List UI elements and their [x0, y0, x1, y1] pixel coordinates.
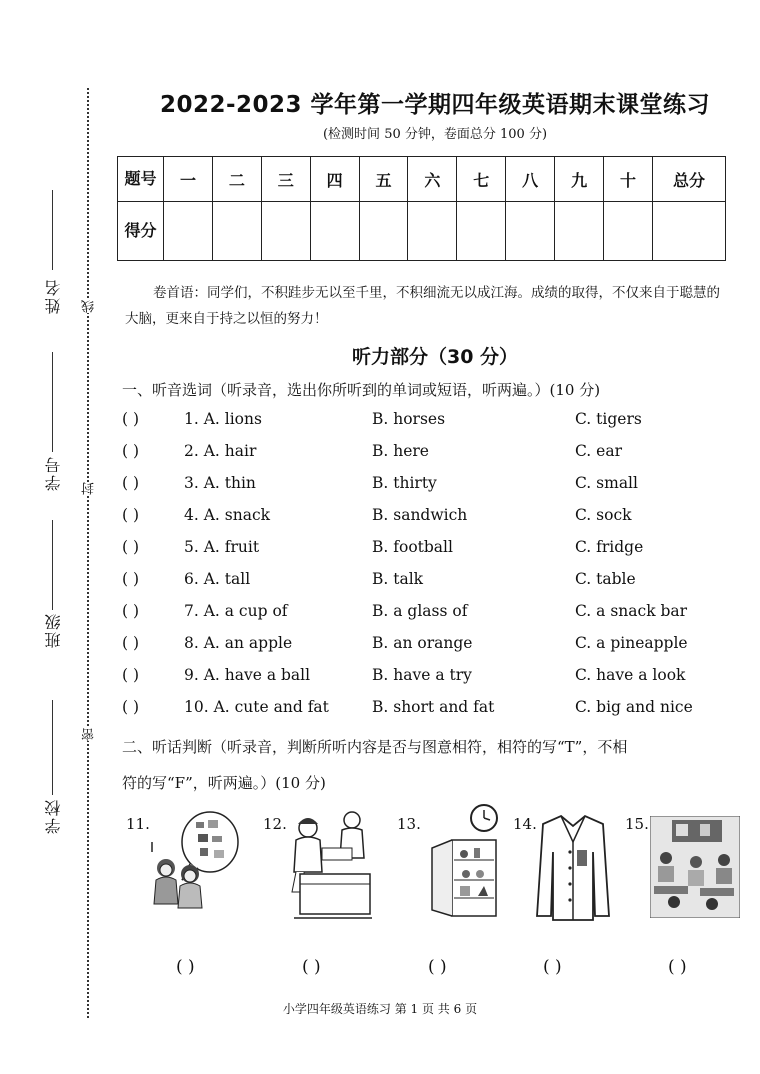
col-header: 九: [555, 157, 604, 202]
kids-talking-picture: [146, 808, 242, 916]
option-b: B. horses: [372, 410, 446, 428]
answer-blank[interactable]: ( ): [122, 602, 140, 620]
option-b: B. football: [372, 538, 453, 556]
answer-blank-picture[interactable]: ( ): [543, 957, 562, 977]
score-cell[interactable]: [604, 202, 653, 261]
option-c: C. table: [575, 570, 636, 588]
class-label: 班级: [44, 612, 63, 648]
question-row: [122, 538, 742, 562]
option-c: C. a snack bar: [575, 602, 688, 620]
shirt-picture: [533, 812, 613, 924]
name-label: 姓名: [44, 278, 63, 314]
score-cell[interactable]: [506, 202, 555, 261]
score-cell[interactable]: [261, 202, 310, 261]
picture-number: 12.: [263, 815, 287, 833]
question-row: [122, 698, 742, 722]
score-cell[interactable]: [359, 202, 408, 261]
option-b: B. an orange: [372, 634, 473, 652]
option-c: C. have a look: [575, 666, 686, 684]
option-b: B. thirty: [372, 474, 437, 492]
option-c: C. tigers: [575, 410, 642, 428]
option-a: 8. A. an apple: [184, 634, 293, 652]
option-a: 1. A. lions: [184, 410, 262, 428]
shop-counter-picture: [286, 808, 376, 924]
seal-xian: 线: [82, 300, 97, 313]
option-b: B. have a try: [372, 666, 472, 684]
answer-blank[interactable]: ( ): [122, 570, 140, 588]
picture-number: 15.: [625, 815, 649, 833]
name-underline: [52, 190, 53, 270]
answer-blank[interactable]: ( ): [122, 634, 140, 652]
col-header: 八: [506, 157, 555, 202]
seal-mi: 密: [82, 728, 97, 741]
option-b: B. short and fat: [372, 698, 495, 716]
classroom-picture: [650, 816, 740, 918]
col-header: 六: [408, 157, 457, 202]
option-a: 4. A. snack: [184, 506, 271, 524]
picture-number: 14.: [513, 815, 537, 833]
option-a: 5. A. fruit: [184, 538, 260, 556]
option-a: 10. A. cute and fat: [184, 698, 329, 716]
score-cell[interactable]: [457, 202, 506, 261]
option-a: 7. A. a cup of: [184, 602, 288, 620]
school-underline: [52, 700, 53, 795]
option-c: C. big and nice: [575, 698, 693, 716]
option-b: B. talk: [372, 570, 424, 588]
question-row: [122, 602, 742, 626]
option-a: 2. A. hair: [184, 442, 257, 460]
answer-blank[interactable]: ( ): [122, 410, 140, 428]
page-footer: 小学四年级英语练习 第 1 页 共 6 页: [282, 1002, 478, 1016]
option-b: B. here: [372, 442, 429, 460]
question-row: [122, 570, 742, 594]
student-id-label: 学号: [44, 455, 63, 491]
score-cell[interactable]: [310, 202, 359, 261]
seal-feng: 封: [82, 482, 97, 495]
score-cell[interactable]: [555, 202, 604, 261]
class-underline: [52, 520, 53, 610]
option-a: 3. A. thin: [184, 474, 256, 492]
part2-instruction-line2: 符的写“F”，听两遍。）(10 分): [122, 774, 326, 792]
row-header-score: 得分: [118, 202, 164, 261]
col-header: 三: [261, 157, 310, 202]
answer-blank[interactable]: ( ): [122, 474, 140, 492]
answer-blank[interactable]: ( ): [122, 698, 140, 716]
score-table: [117, 156, 726, 261]
section-title: 听力部分（30 分）: [351, 346, 519, 368]
question-row: [122, 442, 742, 466]
part1-instruction: 一、听音选词（听录音，选出你所听到的单词或短语，听两遍。）(10 分): [122, 381, 601, 399]
answer-blank-picture[interactable]: ( ): [302, 957, 321, 977]
school-label: 学校: [44, 798, 63, 834]
option-a: 6. A. tall: [184, 570, 251, 588]
col-header: 七: [457, 157, 506, 202]
option-b: B. a glass of: [372, 602, 468, 620]
motto-text: 卷首语：同学们，不积跬步无以至千里，不积细流无以成江海。成绩的取得，不仅来自于聪慧的大脑，更来自于持之以恒的努力！: [125, 285, 720, 327]
answer-blank[interactable]: ( ): [122, 538, 140, 556]
col-header: 一: [164, 157, 213, 202]
question-row: [122, 410, 742, 434]
answer-blank-picture[interactable]: ( ): [176, 957, 195, 977]
score-cell[interactable]: [164, 202, 213, 261]
option-c: C. sock: [575, 506, 632, 524]
question-row: [122, 506, 742, 530]
col-header: 五: [359, 157, 408, 202]
option-c: C. ear: [575, 442, 622, 460]
option-c: C. a pineapple: [575, 634, 688, 652]
student-id-underline: [52, 352, 53, 452]
picture-number: 13.: [397, 815, 421, 833]
option-b: B. sandwich: [372, 506, 468, 524]
part2-instruction-line1: 二、听话判断（听录音，判断所听内容是否与图意相符，相符的写“T”，不相: [122, 738, 628, 756]
question-row: [122, 634, 742, 658]
option-a: 9. A. have a ball: [184, 666, 311, 684]
option-c: C. small: [575, 474, 638, 492]
option-c: C. fridge: [575, 538, 644, 556]
answer-blank[interactable]: ( ): [122, 666, 140, 684]
score-cell[interactable]: [212, 202, 261, 261]
score-cell[interactable]: [408, 202, 457, 261]
fridge-clock-picture: [426, 802, 502, 922]
binding-dotted-line: [87, 88, 89, 1018]
exam-title: 2022-2023 学年第一学期四年级英语期末课堂练习: [159, 92, 711, 118]
col-header: 四: [310, 157, 359, 202]
answer-blank[interactable]: ( ): [122, 442, 140, 460]
answer-blank-picture[interactable]: ( ): [668, 957, 687, 977]
score-cell-total[interactable]: [653, 202, 726, 261]
picture-number: 11.: [126, 815, 150, 833]
answer-blank[interactable]: ( ): [122, 506, 140, 524]
col-header-total: 总分: [653, 157, 726, 202]
row-header-question-no: 题号: [118, 157, 164, 202]
question-row: [122, 474, 742, 498]
col-header: 二: [212, 157, 261, 202]
exam-subtitle: (检测时间 50 分钟，卷面总分 100 分): [322, 127, 548, 142]
col-header: 十: [604, 157, 653, 202]
question-row: [122, 666, 742, 690]
answer-blank-picture[interactable]: ( ): [428, 957, 447, 977]
